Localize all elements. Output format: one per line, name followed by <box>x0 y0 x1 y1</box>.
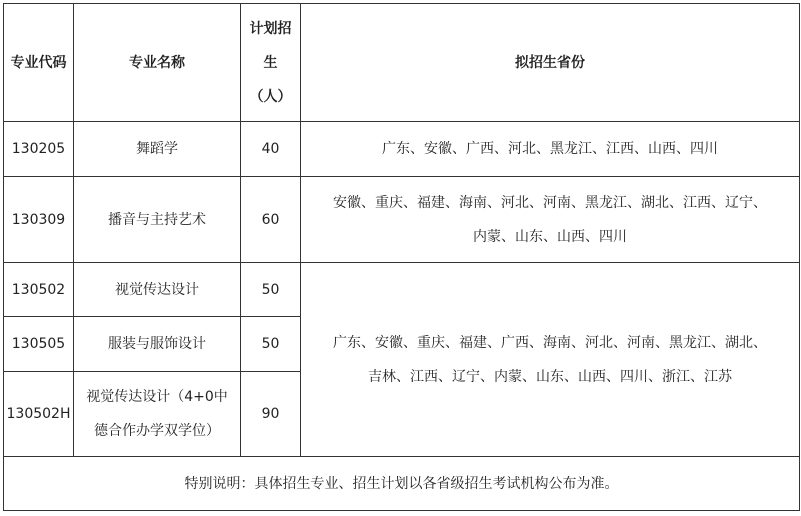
major-name-line: 德合作办学双学位） <box>94 423 220 439</box>
province-line: 广东、安徽、重庆、福建、广西、海南、河北、河南、黑龙江、湖北、 <box>333 334 767 351</box>
header-major-name: 专业名称 <box>74 4 241 122</box>
province-line: 吉林、江西、辽宁、内蒙、山东、山西、四川、浙江、江苏 <box>368 368 732 385</box>
header-major-code: 专业代码 <box>4 4 74 122</box>
major-name: 视觉传达设计 <box>74 263 241 317</box>
major-name <box>74 372 241 457</box>
special-note: 特别说明：具体招生专业、招生计划以各省级招生考试机构公布为准。 <box>4 457 800 511</box>
table-row <box>4 263 800 317</box>
major-code: 130205 <box>4 122 74 177</box>
header-plan-line-1: 计划招 <box>249 20 292 37</box>
province-list: 广东、安徽、广西、河北、黑龙江、江西、山西、四川 <box>301 122 800 177</box>
province-list <box>301 177 800 263</box>
plan-count: 40 <box>241 122 301 177</box>
major-name: 服装与服饰设计 <box>74 317 241 372</box>
header-provinces: 拟招生省份 <box>301 4 800 122</box>
plan-count: 60 <box>241 177 301 263</box>
header-row <box>4 4 800 122</box>
major-name: 播音与主持艺术 <box>74 177 241 263</box>
major-code: 130502 <box>4 263 74 317</box>
header-plan-line-2: 生 <box>263 54 278 71</box>
plan-count: 50 <box>241 263 301 317</box>
province-line: 内蒙、山东、山西、四川 <box>473 228 627 245</box>
table-row <box>4 177 800 263</box>
merged-province-list <box>301 263 800 457</box>
plan-count: 90 <box>241 372 301 457</box>
major-code: 130502H <box>4 372 74 457</box>
header-plan-count <box>241 4 301 122</box>
plan-count: 50 <box>241 317 301 372</box>
major-name: 舞蹈学 <box>74 122 241 177</box>
major-code: 130505 <box>4 317 74 372</box>
major-code: 130309 <box>4 177 74 263</box>
province-line: 安徽、重庆、福建、海南、河北、河南、黑龙江、湖北、江西、辽宁、 <box>333 194 767 211</box>
note-row <box>4 457 800 511</box>
header-plan-line-3: （人） <box>249 88 292 105</box>
major-name-line: 视觉传达设计（4+0中 <box>86 389 228 405</box>
table-row <box>4 122 800 177</box>
admission-plan-table <box>3 3 800 511</box>
